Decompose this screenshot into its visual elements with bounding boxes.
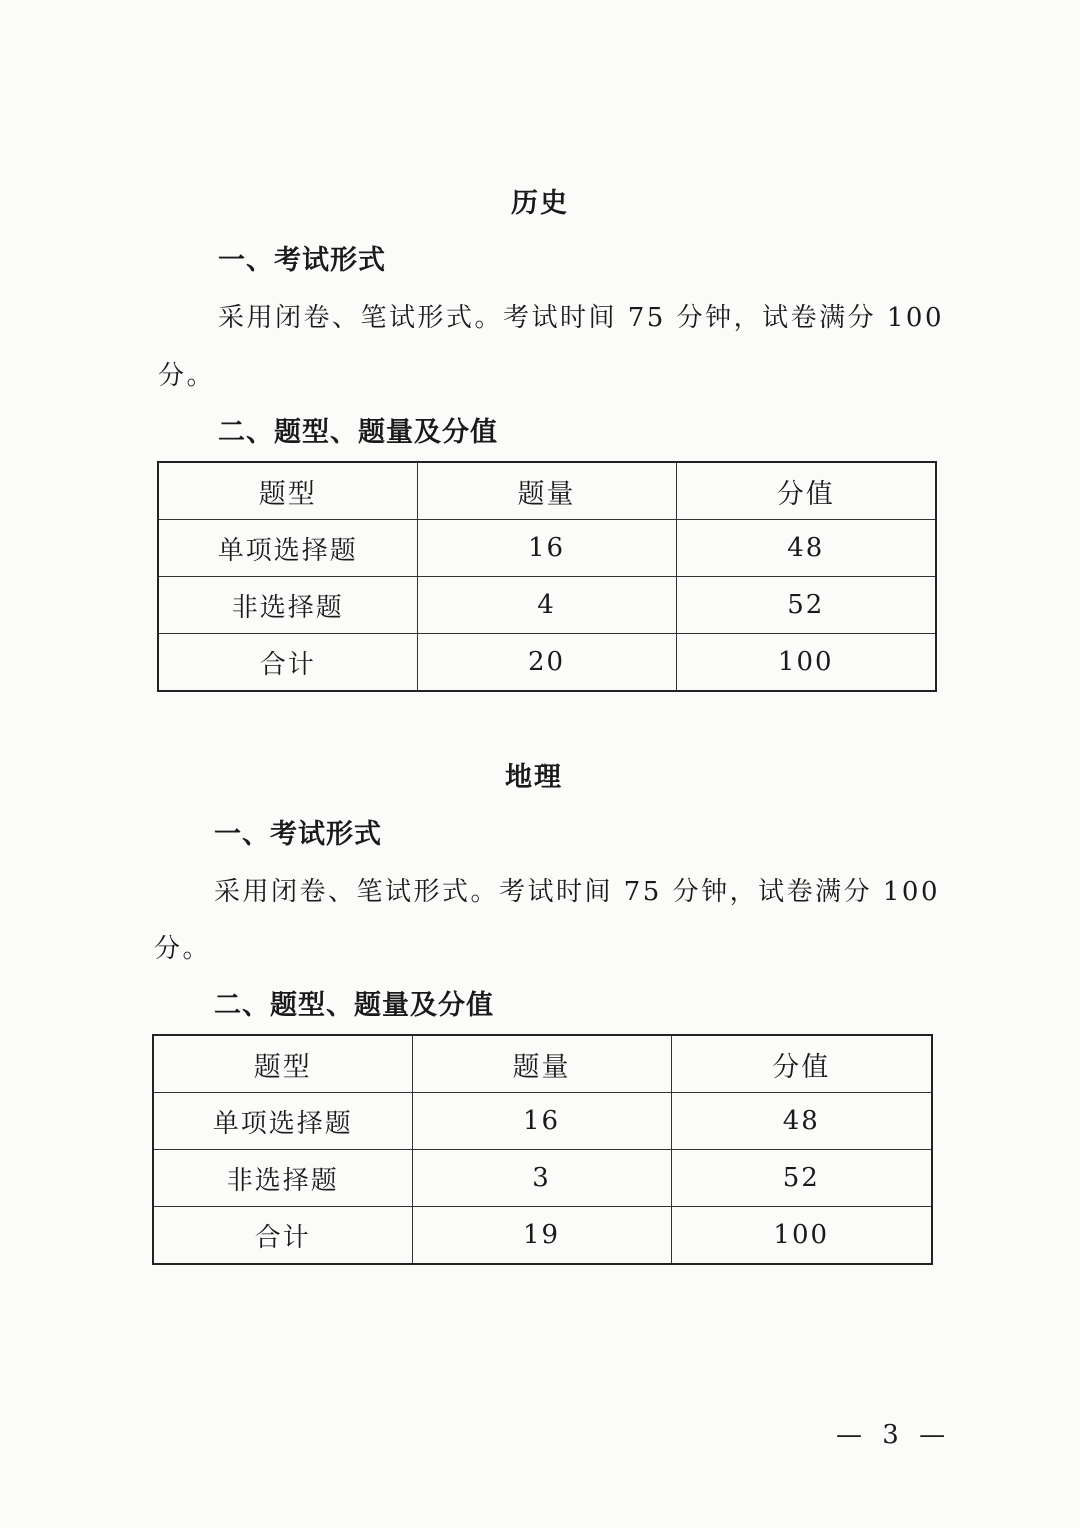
cell-type: 合计 — [158, 634, 417, 692]
table-header-row — [158, 462, 936, 520]
cell-score: 48 — [676, 520, 936, 577]
table-row — [158, 577, 936, 634]
cell-count: 3 — [412, 1150, 671, 1207]
table-row — [153, 1150, 932, 1207]
cell-type: 单项选择题 — [158, 520, 417, 577]
section-title-history: 历史 — [511, 188, 569, 219]
heading-question-types-history: 二、题型、题量及分值 — [218, 417, 498, 448]
header-score: 分值 — [676, 462, 936, 520]
header-score: 分值 — [671, 1035, 932, 1093]
cell-score: 52 — [671, 1150, 932, 1207]
page-number: — 3 — — [836, 1420, 952, 1450]
table-row — [158, 520, 936, 577]
cell-count: 16 — [417, 520, 676, 577]
cell-score: 100 — [671, 1207, 932, 1265]
score-table-history — [157, 461, 937, 692]
cell-score: 52 — [676, 577, 936, 634]
heading-exam-format-history: 一、考试形式 — [218, 245, 386, 276]
table-row — [153, 1093, 932, 1150]
header-question-count: 题量 — [412, 1035, 671, 1093]
header-question-type: 题型 — [153, 1035, 412, 1093]
table-header-row — [153, 1035, 932, 1093]
exam-format-text-line1-geography: 采用闭卷、笔试形式。考试时间 75 分钟，试卷满分 100 — [214, 877, 941, 907]
exam-format-text-line2-geography: 分。 — [154, 934, 212, 964]
cell-type: 非选择题 — [158, 577, 417, 634]
cell-count: 4 — [417, 577, 676, 634]
header-question-type: 题型 — [158, 462, 417, 520]
table-row-total — [158, 634, 936, 692]
heading-question-types-geography: 二、题型、题量及分值 — [214, 990, 494, 1021]
cell-score: 100 — [676, 634, 936, 692]
cell-type: 合计 — [153, 1207, 412, 1265]
header-question-count: 题量 — [417, 462, 676, 520]
exam-format-text-line2-history: 分。 — [158, 361, 216, 391]
exam-format-text-line1-history: 采用闭卷、笔试形式。考试时间 75 分钟，试卷满分 100 — [218, 303, 945, 333]
cell-count: 16 — [412, 1093, 671, 1150]
table-row-total — [153, 1207, 932, 1265]
cell-type: 非选择题 — [153, 1150, 412, 1207]
heading-exam-format-geography: 一、考试形式 — [214, 819, 382, 850]
cell-type: 单项选择题 — [153, 1093, 412, 1150]
cell-score: 48 — [671, 1093, 932, 1150]
section-title-geography: 地理 — [505, 762, 563, 793]
cell-count: 19 — [412, 1207, 671, 1265]
cell-count: 20 — [417, 634, 676, 692]
score-table-geography — [152, 1034, 933, 1265]
